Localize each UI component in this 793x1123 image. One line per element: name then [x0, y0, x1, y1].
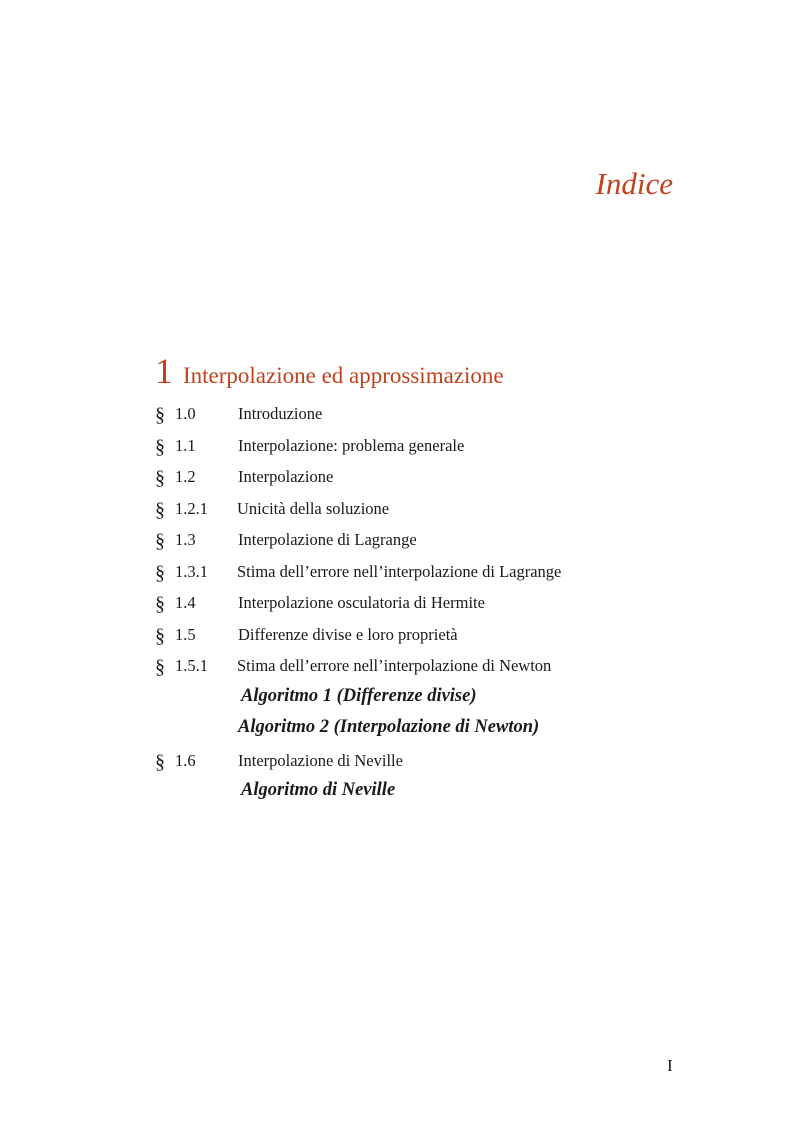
section-number: 1.5: [175, 624, 196, 644]
toc-entry-1-2[interactable]: [155, 461, 715, 493]
toc-entry-1-3[interactable]: [155, 524, 715, 556]
section-title: Unicità della soluzione: [237, 498, 390, 518]
chapter-number: 1: [155, 351, 173, 391]
section-number: 1.1: [175, 435, 196, 455]
section-symbol: §: [155, 561, 165, 584]
chapter-title: Interpolazione ed approssimazione: [183, 363, 504, 388]
section-symbol: §: [155, 530, 165, 552]
chapter-heading[interactable]: [155, 350, 504, 392]
section-title: Introduzione: [238, 404, 323, 423]
toc-entry-1-2-1[interactable]: [155, 493, 715, 525]
section-symbol: §: [155, 404, 165, 426]
section-title: Interpolazione: problema generale: [238, 435, 465, 455]
section-symbol: §: [155, 624, 165, 647]
section-symbol: §: [155, 467, 165, 489]
section-title: Interpolazione: [238, 467, 334, 486]
section-title: Interpolazione osculatoria di Hermite: [238, 593, 485, 612]
section-number: 1.3: [175, 530, 196, 549]
section-number: 1.2: [175, 467, 196, 486]
section-number: 1.3.1: [175, 561, 208, 581]
toc-entry-1-3-1[interactable]: [155, 556, 715, 588]
section-number: 1.5.1: [175, 656, 208, 675]
toc-entry-1-4[interactable]: [155, 587, 715, 619]
toc-algorithm-differenze-divise[interactable]: [155, 682, 715, 714]
algorithm-title: Algoritmo 1 (Differenze divise): [241, 685, 477, 706]
section-title: Differenze divise e loro proprietà: [238, 624, 458, 644]
toc-entry-1-5[interactable]: [155, 619, 715, 651]
toc-entry-1-5-1[interactable]: [155, 650, 715, 682]
section-number: 1.2.1: [175, 498, 208, 518]
section-symbol: §: [155, 435, 165, 458]
toc-entry-1-1[interactable]: [155, 430, 715, 462]
section-title: Stima dell’errore nell’interpolazione di Lagrange: [237, 561, 562, 581]
section-symbol: §: [155, 750, 165, 773]
algorithm-title: Algoritmo di Neville: [241, 780, 396, 800]
table-of-contents: [155, 398, 715, 808]
section-title: Interpolazione di Neville: [238, 750, 403, 770]
section-number: 1.0: [175, 404, 196, 423]
section-symbol: §: [155, 498, 165, 521]
page-title: Indice: [595, 166, 673, 201]
section-number: 1.4: [175, 593, 196, 612]
toc-entry-1-6[interactable]: [155, 745, 715, 777]
section-symbol: §: [155, 656, 165, 678]
toc-algorithm-newton[interactable]: [155, 713, 715, 745]
algorithm-title: Algoritmo 2 (Interpolazione di Newton): [238, 717, 540, 737]
page-number: I: [667, 1056, 673, 1075]
toc-entry-1-0[interactable]: [155, 398, 715, 430]
toc-algorithm-neville[interactable]: [155, 776, 715, 808]
section-title: Stima dell’errore nell’interpolazione di Newton: [237, 656, 552, 675]
section-title: Interpolazione di Lagrange: [238, 530, 417, 549]
section-symbol: §: [155, 593, 165, 615]
section-number: 1.6: [175, 750, 196, 770]
